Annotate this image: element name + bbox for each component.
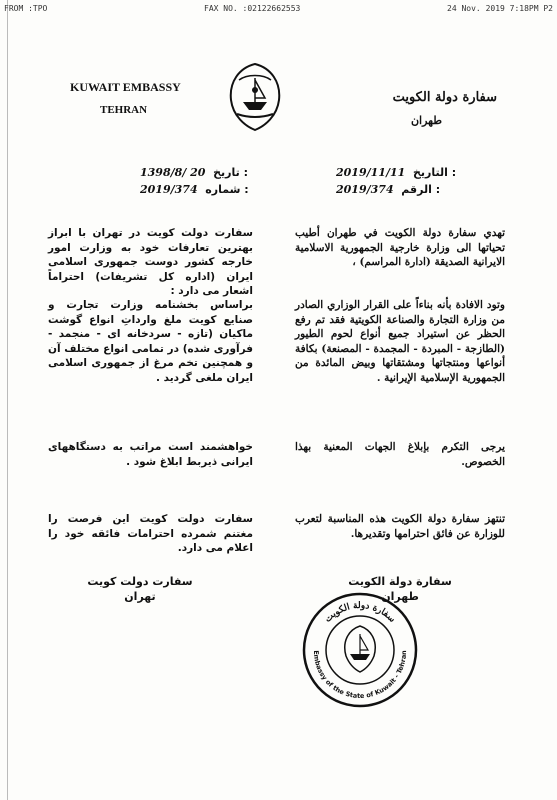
stamp-bottom-text: Embassy of the State of Kuwait - Tehran xyxy=(311,650,409,701)
persian-number-label: شماره : xyxy=(205,183,249,196)
kuwait-emblem-icon xyxy=(227,62,283,132)
fax-header xyxy=(4,4,553,16)
persian-paragraph-3: خواهشمند است مراتب به دستگاههای ایرانی ذیربط ابلاغ شود . xyxy=(48,441,253,468)
persian-number: 2019/374 شماره : xyxy=(140,183,249,196)
fax-number: FAX NO. :02122662553 xyxy=(204,4,301,13)
persian-signature: سفارت دولت کویت تهران xyxy=(87,575,193,603)
embassy-name-english: KUWAIT EMBASSY xyxy=(70,80,181,94)
stamp-top-text: سفارة دولة الكويت xyxy=(323,600,397,625)
arabic-number: 2019/374 الرقم : xyxy=(336,183,441,196)
persian-paragraph-1: سفارت دولت کویت در تهران با ابراز بهترین تعارفات خود به وزارت امور خارجه کشور دوست جمهوری اسلامی ایران (اداره کل تشریفات) احتراماً اشعار می دارد : xyxy=(48,227,253,297)
embassy-city-arabic: طهران xyxy=(410,114,442,127)
arabic-paragraph-4: تنتهز سفارة دولة الكويت هذه المناسبة لتعرب للوزارة عن فائق احترامها وتقديرها. xyxy=(295,513,505,540)
persian-date: 1398/8/ 20 تاریخ : xyxy=(140,166,249,179)
embassy-city-english: TEHRAN xyxy=(100,104,148,116)
persian-paragraph-4: سفارت دولت کویت این فرصت را مغتنم شمرده احترامات فائقه خود را اعلام می دارد. xyxy=(48,513,253,554)
persian-paragraph-2: براساس بخشنامه وزارت تجارت و صنایع کویت ملغ وارداتِ انواع گوشت ماکیان (تازه - سردخانه ای - منجمد - فرآوری شده) در تمامی انواع مختلف آن و همچنین تخم مرغ از جمهوری اسلامی ایران ملغی گردید . xyxy=(48,299,253,384)
arabic-paragraph-3: يرجى التكرم بإبلاغ الجهات المعنية بهذا الخصوص. xyxy=(295,441,505,468)
stamp-emblem-icon xyxy=(345,626,375,672)
arabic-date-label: التاريخ : xyxy=(412,166,457,179)
persian-date-label: تاریخ : xyxy=(213,166,249,179)
embassy-name-arabic: سفارة دولة الكويت xyxy=(392,90,497,105)
arabic-signature: سفارة دولة الكويت طهران xyxy=(348,575,452,603)
page-edge-line xyxy=(7,0,8,800)
arabic-number-label: الرقم : xyxy=(401,183,441,196)
arabic-date: 2019/11/11 التاريخ : xyxy=(336,166,457,179)
arabic-paragraph-1: تهدي سفارة دولة الكويت في طهران أطيب تحياتها الى وزارة خارجية الجمهورية الاسلامية الايرانية الصديقة (ادارة المراسم) ، xyxy=(295,227,505,268)
svg-text:سفارة دولة الكويت xyxy=(323,600,397,625)
fax-from: FROM :TPO xyxy=(4,4,48,13)
embassy-stamp xyxy=(300,590,420,710)
fax-date-time: 24 Nov. 2019 7:18PM P2 xyxy=(447,4,553,13)
arabic-paragraph-2: وتود الافادة بأنه بناءاً على القرار الوزاري الصادر من وزارة التجارة والصناعة الكويتية فقد تم رفع الحظر عن استيراد جميع أنواع لحوم الطيور (الطازجة - المبردة - المجمدة - المصنعة) بكافة أنواعها ومنتجاتها ومشتقاتها وبيض المائدة من الجمهورية الإسلامية الإيرانية . xyxy=(295,299,505,384)
